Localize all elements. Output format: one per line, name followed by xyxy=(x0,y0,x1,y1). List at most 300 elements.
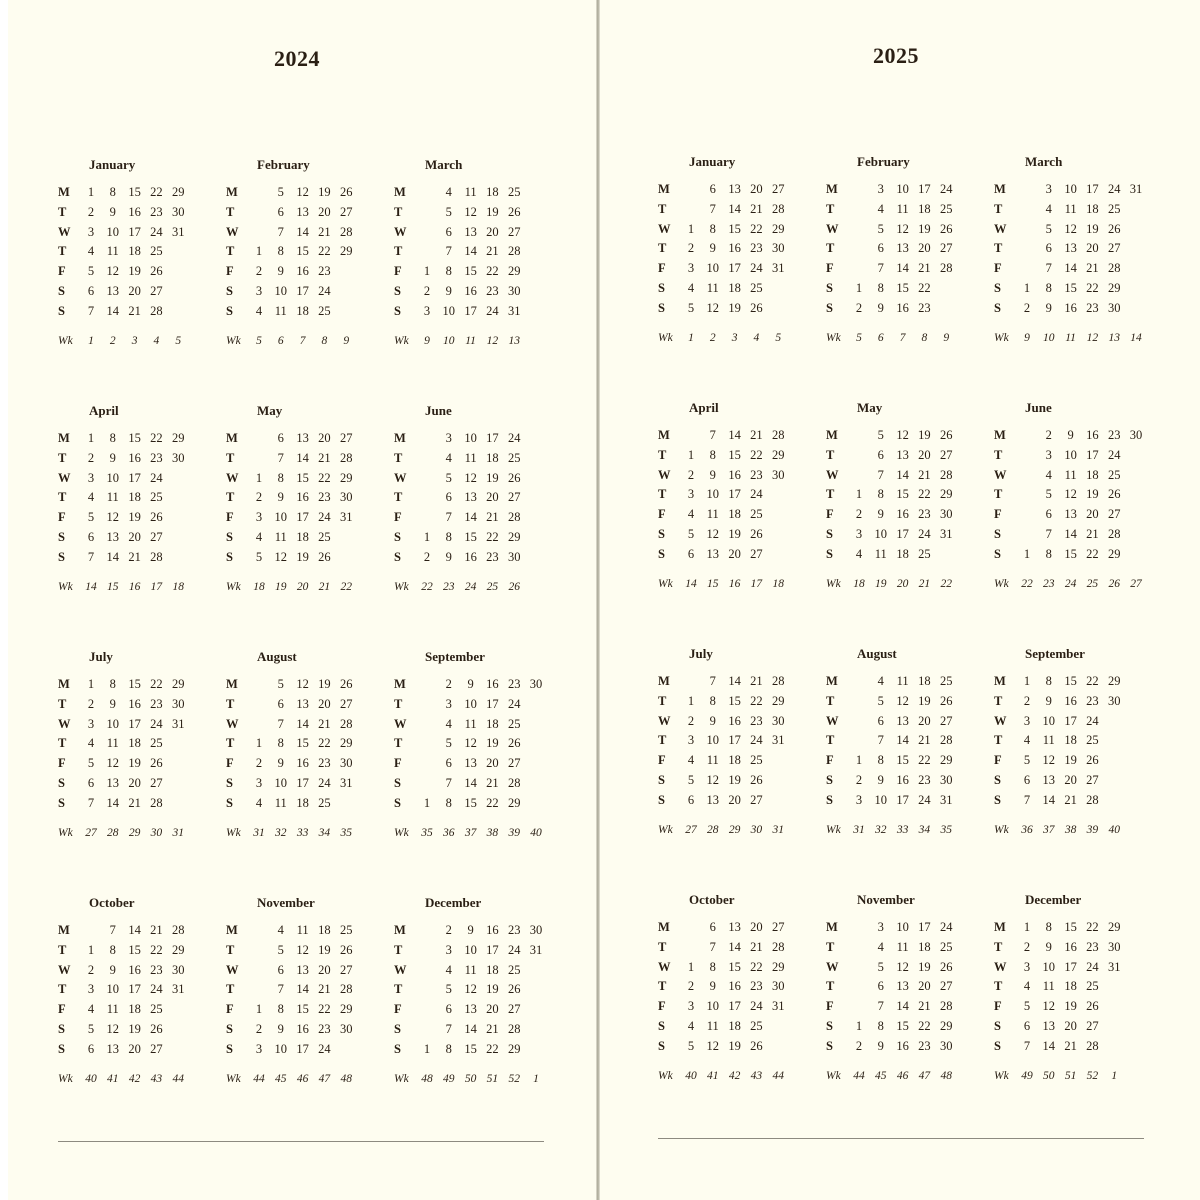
day-number: 17 xyxy=(128,470,141,485)
day-number: 18 xyxy=(896,546,909,561)
week-label: Wk xyxy=(58,581,73,593)
week-number: 11 xyxy=(1065,332,1076,344)
weekday-label: T xyxy=(226,942,235,957)
day-number: 23 xyxy=(918,507,931,522)
weekday-label: W xyxy=(58,716,71,731)
day-number: 24 xyxy=(750,733,763,748)
day-number: 15 xyxy=(128,431,141,445)
day-number: 26 xyxy=(507,470,521,485)
week-number: 48 xyxy=(940,1070,952,1082)
day-number: 11 xyxy=(1064,201,1077,216)
weekday-label: T xyxy=(994,447,1003,462)
day-number: 3 xyxy=(87,716,95,731)
day-number: 30 xyxy=(171,962,185,977)
week-number: 35 xyxy=(421,827,433,839)
week-number: 1 xyxy=(1111,1070,1118,1082)
day-number: 14 xyxy=(296,716,309,731)
day-number: 17 xyxy=(486,942,499,957)
day-number: 1 xyxy=(1023,674,1031,688)
day-number: 23 xyxy=(150,962,163,977)
day-number: 14 xyxy=(106,303,120,318)
day-number: 4 xyxy=(87,244,95,259)
day-number: 1 xyxy=(855,281,863,295)
day-number: 13 xyxy=(106,284,120,298)
month-name: November xyxy=(257,895,315,910)
week-number: 14 xyxy=(85,581,97,593)
day-number: 28 xyxy=(1086,792,1099,807)
month-calendar-september xyxy=(394,649,562,857)
weekday-label: M xyxy=(826,674,838,688)
day-number: 31 xyxy=(507,303,521,318)
day-number: 7 xyxy=(877,261,884,276)
weekday-label: T xyxy=(994,487,1003,502)
day-number: 3 xyxy=(87,982,95,997)
day-number: 28 xyxy=(339,716,353,731)
day-number: 20 xyxy=(318,962,331,977)
day-number: 13 xyxy=(728,920,741,934)
day-number: 21 xyxy=(318,982,331,997)
week-number: 20 xyxy=(896,578,909,590)
week-number: 16 xyxy=(728,578,741,590)
day-number: 1 xyxy=(687,959,695,974)
day-number: 2 xyxy=(87,696,95,711)
day-number: 11 xyxy=(896,939,909,954)
day-number: 27 xyxy=(1086,1019,1099,1033)
day-number: 12 xyxy=(706,527,720,541)
day-number: 11 xyxy=(706,507,719,522)
day-number: 2 xyxy=(255,490,263,505)
day-number: 20 xyxy=(728,792,741,807)
day-number: 30 xyxy=(339,756,353,771)
day-number: 9 xyxy=(709,979,716,994)
day-number: 28 xyxy=(939,733,953,748)
day-number: 26 xyxy=(750,527,763,541)
day-number: 25 xyxy=(507,450,521,465)
day-number: 25 xyxy=(150,736,163,751)
day-number: 9 xyxy=(877,507,884,522)
day-number: 6 xyxy=(87,1041,95,1056)
day-number: 13 xyxy=(896,713,909,728)
day-number: 28 xyxy=(771,201,785,216)
day-number: 25 xyxy=(1086,733,1099,748)
week-number: 18 xyxy=(772,578,784,590)
weekday-label: S xyxy=(994,300,1001,315)
day-number: 8 xyxy=(277,244,284,259)
day-number: 28 xyxy=(1107,261,1121,276)
weekday-label: S xyxy=(826,300,833,315)
day-number: 22 xyxy=(918,487,931,502)
day-number: 31 xyxy=(1107,959,1121,974)
day-number: 28 xyxy=(339,224,353,239)
day-number: 14 xyxy=(128,923,141,937)
week-number: 29 xyxy=(128,827,141,839)
day-number: 23 xyxy=(750,713,763,728)
day-number: 16 xyxy=(896,507,909,522)
week-number: 46 xyxy=(896,1070,909,1082)
day-number: 3 xyxy=(877,182,884,196)
day-number: 11 xyxy=(274,795,287,810)
day-number: 28 xyxy=(939,261,953,276)
day-number: 17 xyxy=(1064,959,1077,974)
week-number: 34 xyxy=(918,824,931,836)
day-number: 30 xyxy=(939,773,953,787)
day-number: 2 xyxy=(255,1022,263,1036)
week-number: 15 xyxy=(107,581,119,593)
weekday-label: S xyxy=(826,773,833,787)
day-number: 7 xyxy=(87,303,95,318)
weekday-label: W xyxy=(826,221,839,236)
day-number: 25 xyxy=(750,281,763,295)
day-number: 28 xyxy=(150,549,163,564)
day-number: 18 xyxy=(728,507,741,522)
weekday-label: S xyxy=(394,530,401,544)
day-number: 1 xyxy=(87,431,95,445)
day-number: 23 xyxy=(150,696,163,711)
month-name: April xyxy=(89,403,119,418)
day-number: 29 xyxy=(1107,674,1121,688)
day-number: 9 xyxy=(1045,300,1052,315)
weekday-label: F xyxy=(394,510,402,525)
day-number: 29 xyxy=(771,221,785,236)
day-number: 23 xyxy=(918,300,931,315)
day-number: 12 xyxy=(464,982,477,997)
weekday-label: M xyxy=(994,674,1006,688)
day-number: 14 xyxy=(296,224,309,239)
weekday-label: F xyxy=(58,756,66,771)
day-number: 16 xyxy=(128,696,141,711)
weekday-label: W xyxy=(658,959,671,974)
week-number: 6 xyxy=(877,332,884,344)
day-number: 22 xyxy=(918,753,931,768)
day-number: 17 xyxy=(296,284,309,298)
day-number: 7 xyxy=(709,201,716,216)
day-number: 16 xyxy=(296,756,309,771)
day-number: 21 xyxy=(128,303,141,318)
month-name: March xyxy=(1025,154,1063,169)
day-number: 12 xyxy=(464,470,477,485)
day-number: 13 xyxy=(464,490,477,505)
day-number: 6 xyxy=(87,776,95,790)
day-number: 14 xyxy=(464,1022,477,1036)
day-number: 5 xyxy=(445,204,452,219)
day-number: 7 xyxy=(445,510,452,525)
day-number: 17 xyxy=(896,527,909,541)
day-number: 18 xyxy=(1064,979,1077,994)
day-number: 21 xyxy=(486,776,499,790)
weekday-label: W xyxy=(394,716,407,731)
month-calendar-april xyxy=(58,403,226,611)
day-number: 29 xyxy=(507,795,521,810)
weekday-label: F xyxy=(826,753,834,768)
day-number: 21 xyxy=(318,450,331,465)
day-number: 9 xyxy=(277,756,284,771)
day-number: 5 xyxy=(445,470,452,485)
day-number: 22 xyxy=(318,244,331,259)
day-number: 28 xyxy=(339,982,353,997)
week-number: 42 xyxy=(728,1070,741,1082)
weekday-label: T xyxy=(994,939,1003,954)
day-number: 8 xyxy=(445,1041,452,1056)
day-number: 16 xyxy=(296,264,309,279)
day-number: 26 xyxy=(339,185,353,199)
day-number: 29 xyxy=(771,959,785,974)
day-number: 3 xyxy=(87,224,95,239)
day-number: 21 xyxy=(1064,792,1077,807)
day-number: 11 xyxy=(464,716,477,731)
day-number: 20 xyxy=(728,546,741,561)
day-number: 27 xyxy=(339,696,353,711)
week-number: 21 xyxy=(318,581,331,593)
week-number: 19 xyxy=(875,578,887,590)
day-number: 22 xyxy=(750,221,763,236)
day-number: 21 xyxy=(750,674,763,688)
day-number: 29 xyxy=(339,736,353,751)
day-number: 1 xyxy=(423,795,431,810)
day-number: 27 xyxy=(150,776,163,790)
day-number: 20 xyxy=(486,1002,499,1017)
day-number: 24 xyxy=(507,696,521,711)
day-number: 3 xyxy=(255,284,263,298)
day-number: 30 xyxy=(1107,300,1121,315)
day-number: 31 xyxy=(171,224,185,239)
weekday-label: T xyxy=(226,244,235,259)
day-number: 14 xyxy=(464,244,477,259)
bottom-rule xyxy=(58,1141,544,1142)
day-number: 25 xyxy=(507,962,521,977)
day-number: 25 xyxy=(939,201,953,216)
week-number: 10 xyxy=(1043,332,1055,344)
day-number: 26 xyxy=(750,1038,763,1053)
week-number: 27 xyxy=(85,827,97,839)
day-number: 15 xyxy=(1064,281,1077,295)
day-number: 13 xyxy=(464,224,477,239)
day-number: 19 xyxy=(1086,221,1099,236)
day-number: 2 xyxy=(855,300,863,315)
day-number: 25 xyxy=(507,185,521,199)
day-number: 27 xyxy=(939,979,953,994)
day-number: 1 xyxy=(87,677,95,691)
month-calendar-september xyxy=(994,646,1162,854)
day-number: 12 xyxy=(896,428,909,442)
day-number: 21 xyxy=(918,261,931,276)
day-number: 13 xyxy=(1064,507,1077,522)
day-number: 28 xyxy=(507,1022,521,1036)
day-number: 9 xyxy=(445,284,452,298)
day-number: 19 xyxy=(128,1022,141,1036)
day-number: 16 xyxy=(728,979,741,994)
week-number: 43 xyxy=(750,1070,763,1082)
day-number: 20 xyxy=(750,182,763,196)
month-name: June xyxy=(1025,400,1052,415)
weekday-label: T xyxy=(394,982,403,997)
day-number: 23 xyxy=(318,1022,331,1036)
week-number: 49 xyxy=(1021,1070,1033,1082)
day-number: 4 xyxy=(255,795,263,810)
month-calendar-december xyxy=(394,895,562,1103)
month-calendar-july xyxy=(658,646,826,854)
weekday-label: S xyxy=(994,1038,1001,1053)
month-calendar-november xyxy=(826,892,994,1100)
day-number: 29 xyxy=(939,487,953,502)
weekday-label: W xyxy=(658,467,671,482)
day-number: 13 xyxy=(296,696,309,711)
day-number: 13 xyxy=(464,1002,477,1017)
day-number: 3 xyxy=(423,303,431,318)
day-number: 27 xyxy=(939,447,953,462)
day-number: 18 xyxy=(918,674,931,688)
day-number: 1 xyxy=(855,753,863,768)
week-number: 31 xyxy=(853,824,865,836)
day-number: 13 xyxy=(728,182,741,196)
day-number: 26 xyxy=(339,942,353,957)
day-number: 22 xyxy=(750,447,763,462)
day-number: 2 xyxy=(255,756,263,771)
day-number: 27 xyxy=(939,713,953,728)
day-number: 10 xyxy=(706,487,720,502)
day-number: 8 xyxy=(877,1019,884,1033)
day-number: 2 xyxy=(687,979,695,994)
weekday-label: S xyxy=(658,773,665,787)
week-number: 47 xyxy=(318,1073,331,1085)
day-number: 16 xyxy=(728,713,741,728)
day-number: 24 xyxy=(150,716,163,731)
day-number: 16 xyxy=(296,490,309,505)
day-number: 2 xyxy=(445,677,452,691)
day-number: 5 xyxy=(445,736,452,751)
day-number: 31 xyxy=(939,792,953,807)
day-number: 10 xyxy=(464,696,477,711)
week-number: 48 xyxy=(340,1073,352,1085)
day-number: 18 xyxy=(318,923,331,937)
day-number: 17 xyxy=(896,792,909,807)
day-number: 9 xyxy=(1045,939,1052,954)
weekday-label: F xyxy=(226,264,234,279)
day-number: 18 xyxy=(1086,467,1099,482)
week-number: 52 xyxy=(508,1073,520,1085)
day-number: 5 xyxy=(1045,221,1052,236)
day-number: 27 xyxy=(150,530,163,544)
day-number: 1 xyxy=(1023,281,1031,295)
week-number: 41 xyxy=(107,1073,119,1085)
week-number: 2 xyxy=(709,332,716,344)
month-name: October xyxy=(689,892,735,907)
day-number: 12 xyxy=(706,1038,720,1053)
day-number: 16 xyxy=(896,773,909,787)
week-number: 24 xyxy=(1064,578,1077,590)
day-number: 9 xyxy=(1067,428,1074,442)
day-number: 13 xyxy=(1064,241,1077,256)
weekday-label: T xyxy=(58,204,67,219)
day-number: 11 xyxy=(296,923,309,937)
day-number: 28 xyxy=(150,795,163,810)
week-label: Wk xyxy=(394,1073,409,1085)
day-number: 8 xyxy=(709,221,716,236)
day-number: 14 xyxy=(1042,792,1056,807)
weekday-label: S xyxy=(994,546,1001,561)
day-number: 4 xyxy=(87,736,95,751)
weekday-label: W xyxy=(226,224,239,239)
week-number: 17 xyxy=(150,581,163,593)
day-number: 16 xyxy=(1064,939,1077,954)
week-number: 9 xyxy=(424,335,430,347)
day-number: 25 xyxy=(750,1019,763,1033)
day-number: 8 xyxy=(277,736,284,751)
day-number: 29 xyxy=(1107,546,1121,561)
day-number: 5 xyxy=(1023,999,1031,1014)
day-number: 11 xyxy=(896,201,909,216)
weekday-label: T xyxy=(226,450,235,465)
weekday-label: S xyxy=(226,1041,233,1056)
day-number: 11 xyxy=(896,674,909,688)
day-number: 30 xyxy=(339,490,353,505)
day-number: 2 xyxy=(855,1038,863,1053)
day-number: 15 xyxy=(296,736,309,751)
day-number: 26 xyxy=(1086,753,1099,768)
day-number: 18 xyxy=(296,530,309,544)
day-number: 30 xyxy=(1129,428,1143,442)
weekday-label: F xyxy=(994,999,1002,1014)
day-number: 22 xyxy=(486,530,499,544)
week-number: 50 xyxy=(1043,1070,1055,1082)
day-number: 17 xyxy=(728,999,741,1014)
day-number: 3 xyxy=(687,999,695,1014)
day-number: 7 xyxy=(877,733,884,748)
day-number: 29 xyxy=(939,1019,953,1033)
day-number: 9 xyxy=(445,549,452,564)
day-number: 13 xyxy=(1042,1019,1056,1033)
day-number: 22 xyxy=(150,185,163,199)
week-number: 22 xyxy=(340,581,352,593)
week-number: 5 xyxy=(256,335,262,347)
day-number: 14 xyxy=(896,467,909,482)
day-number: 29 xyxy=(339,470,353,485)
week-label: Wk xyxy=(226,827,241,839)
day-number: 25 xyxy=(1107,467,1121,482)
weekday-label: W xyxy=(658,221,671,236)
month-name: May xyxy=(857,400,883,415)
month-calendar-october xyxy=(658,892,826,1100)
weekday-label: T xyxy=(58,982,67,997)
day-number: 14 xyxy=(296,982,309,997)
day-number: 1 xyxy=(255,244,263,259)
day-number: 21 xyxy=(150,923,163,937)
day-number: 24 xyxy=(486,303,499,318)
day-number: 4 xyxy=(87,490,95,505)
day-number: 6 xyxy=(1045,241,1052,256)
weekday-label: S xyxy=(658,300,665,315)
day-number: 2 xyxy=(1023,939,1031,954)
day-number: 5 xyxy=(87,510,95,525)
right-page xyxy=(600,0,1200,1200)
weekday-label: T xyxy=(994,733,1003,748)
day-number: 9 xyxy=(877,773,884,787)
day-number: 4 xyxy=(877,674,884,688)
month-name: July xyxy=(689,646,713,661)
day-number: 6 xyxy=(877,241,884,256)
week-label: Wk xyxy=(658,824,673,836)
day-number: 30 xyxy=(939,1038,953,1053)
day-number: 18 xyxy=(128,490,141,505)
day-number: 6 xyxy=(277,962,284,977)
day-number: 29 xyxy=(171,185,185,199)
day-number: 27 xyxy=(339,431,353,445)
weekday-label: S xyxy=(826,281,833,295)
weekday-label: S xyxy=(58,303,65,318)
week-number: 5 xyxy=(775,332,782,344)
day-number: 30 xyxy=(507,549,521,564)
day-number: 30 xyxy=(507,284,521,298)
day-number: 12 xyxy=(1064,487,1077,502)
